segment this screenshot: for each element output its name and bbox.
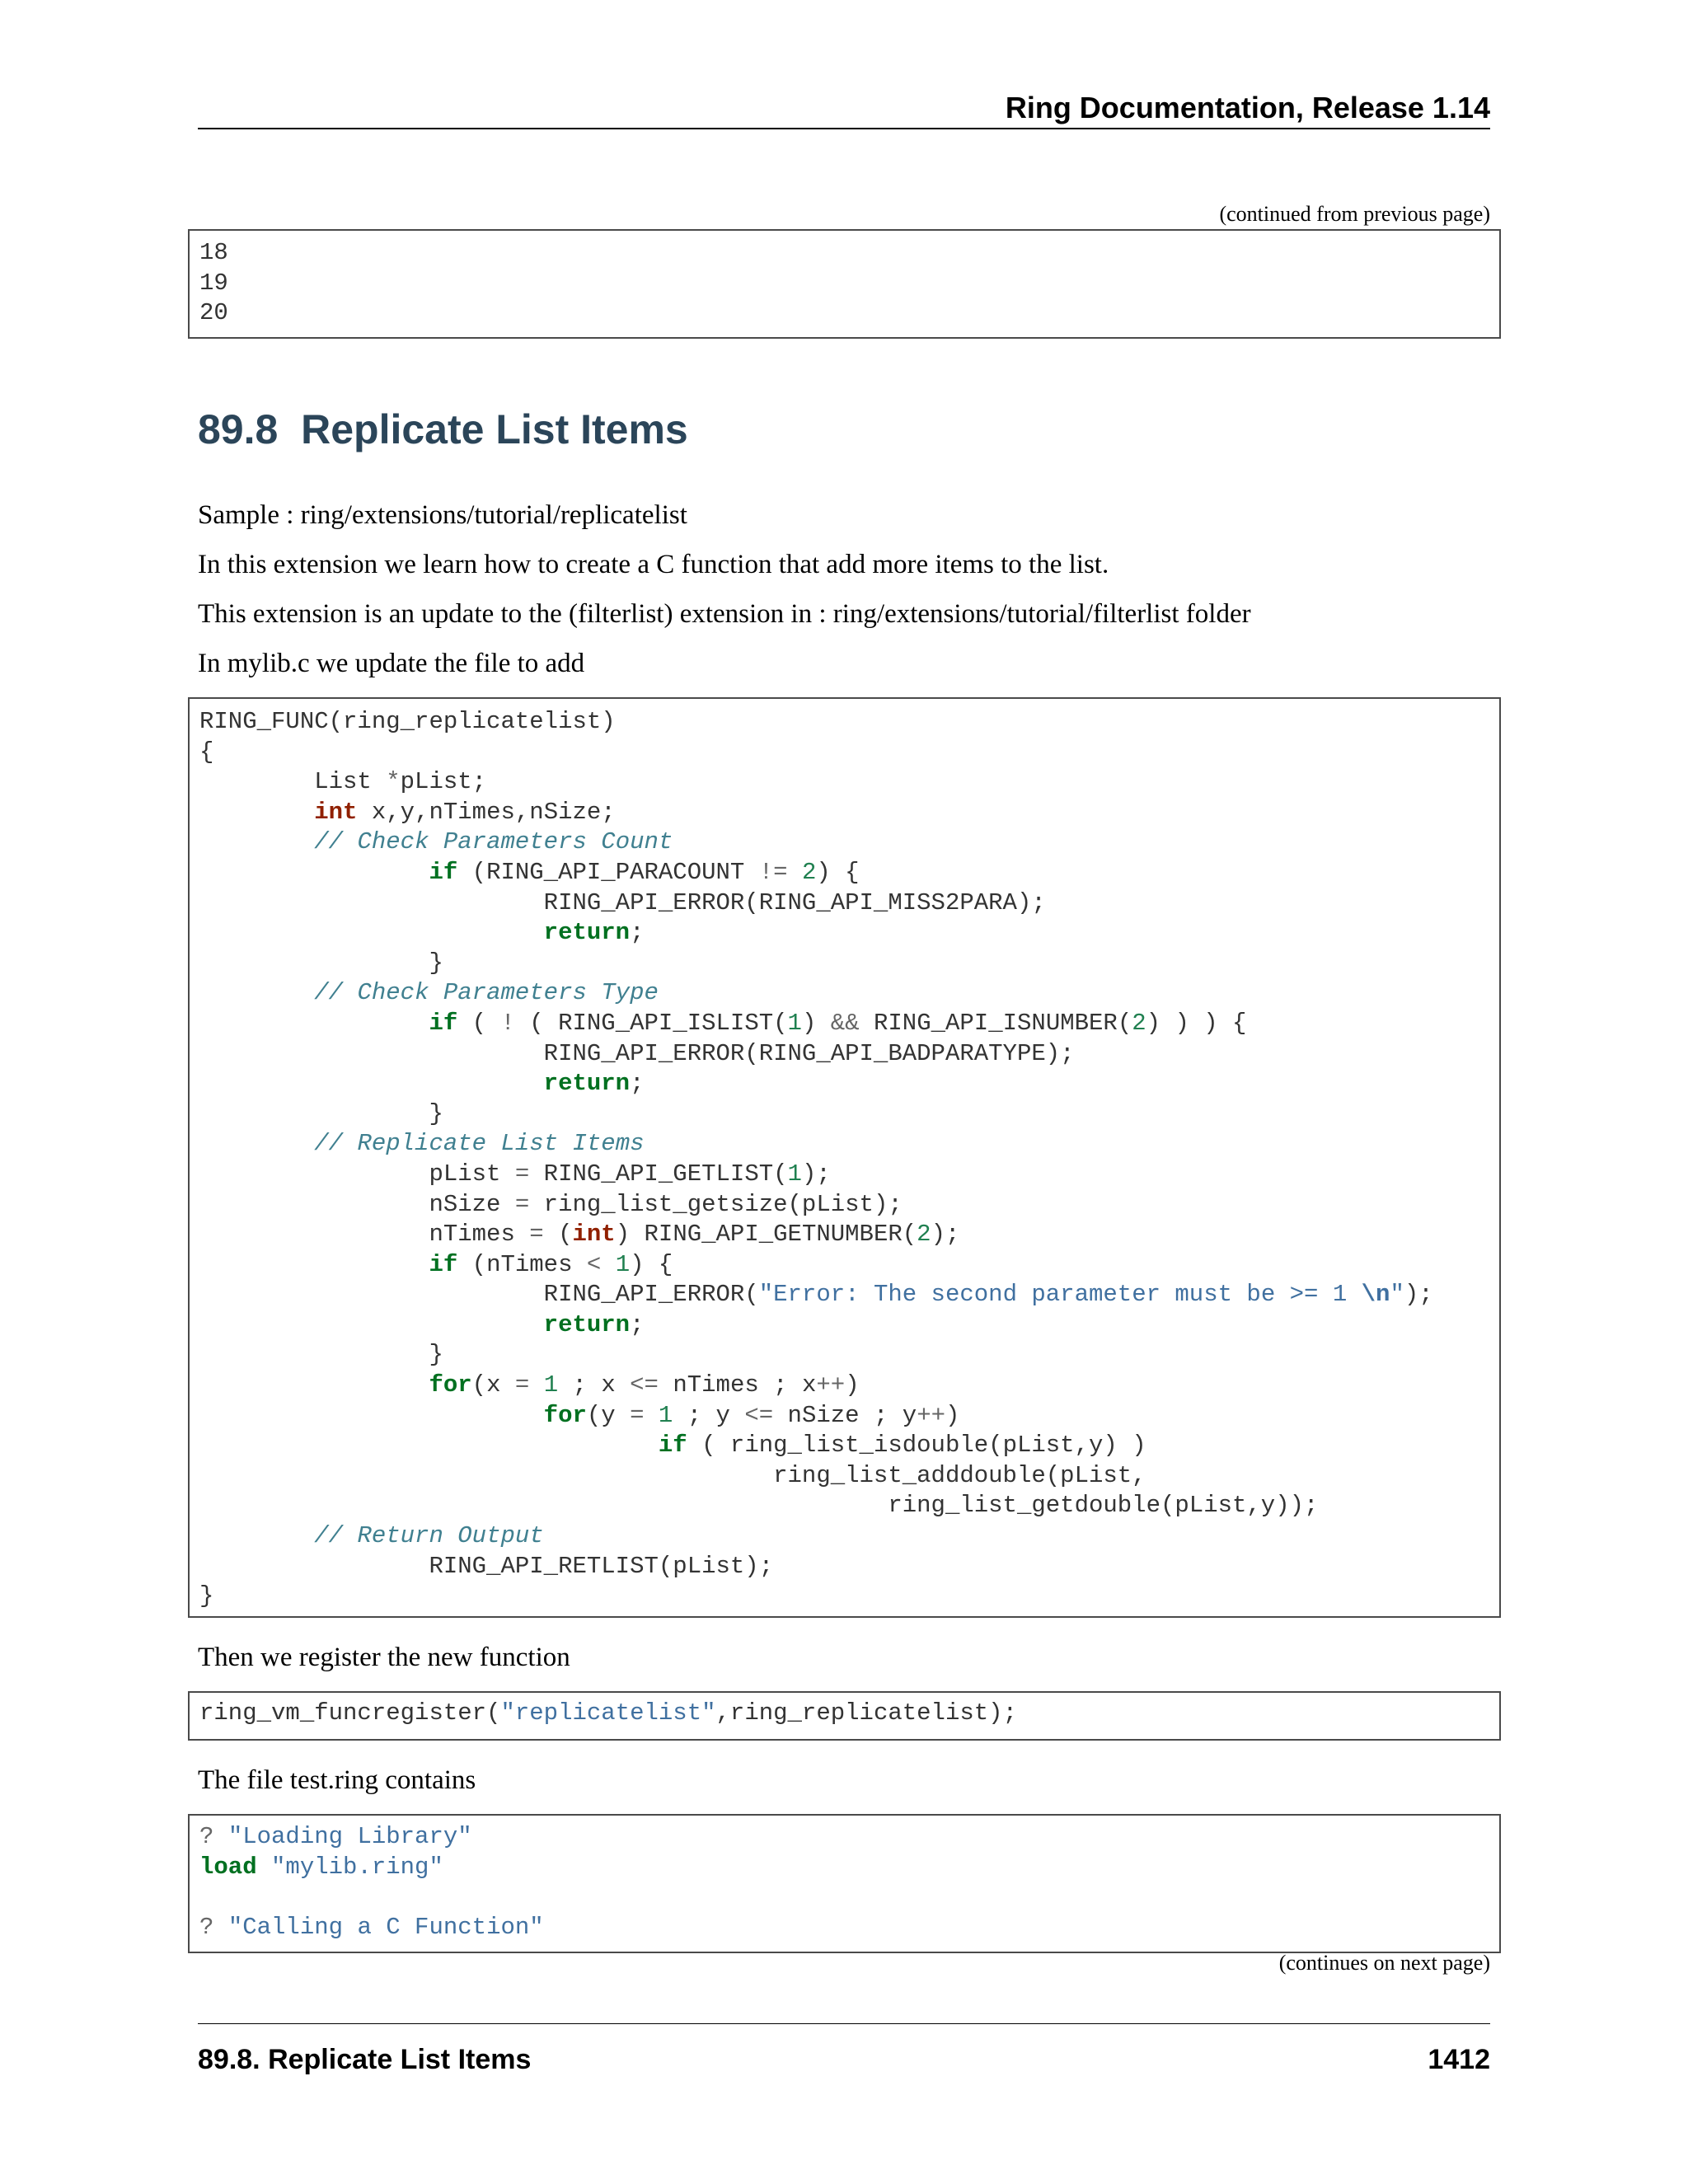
- code-line: [199, 1070, 645, 1097]
- code-operator: <=: [744, 1401, 774, 1429]
- code-text: nSize: [199, 1190, 515, 1218]
- code-line: [199, 1010, 1246, 1037]
- code-line: [199, 1522, 544, 1549]
- code-keyword: for: [429, 1371, 472, 1399]
- header-rule: [198, 128, 1490, 129]
- code-text: ; y: [673, 1401, 745, 1429]
- code-block-mylib: [188, 697, 1501, 1618]
- code-text: [199, 1883, 213, 1910]
- code-number: 1: [787, 1009, 802, 1037]
- code-text: (nTimes: [457, 1250, 587, 1278]
- code-text: [199, 1402, 544, 1429]
- code-text: [199, 1130, 314, 1157]
- footer-rule: [198, 2023, 1490, 2024]
- code-text: ring_vm_funcregister(: [199, 1699, 501, 1727]
- code-text: [199, 1522, 314, 1549]
- code-line: [199, 1191, 903, 1218]
- code-text: [645, 1402, 659, 1429]
- code-line: [199, 919, 645, 946]
- code-text: RING_API_ISNUMBER(: [859, 1009, 1132, 1037]
- code-line: [199, 1883, 213, 1910]
- code-text: [529, 1371, 543, 1399]
- code-line: [199, 768, 486, 795]
- code-text: ;: [630, 1070, 645, 1098]
- code-string: "Loading Library": [227, 1823, 472, 1850]
- code-text: [199, 828, 314, 855]
- code-type: int: [314, 798, 358, 826]
- code-line: [199, 1823, 472, 1850]
- code-text: }: [199, 1099, 443, 1127]
- code-line: [199, 1371, 860, 1399]
- code-line: [199, 1311, 645, 1338]
- code-operator: !=: [758, 858, 788, 886]
- code-operator: =: [514, 1190, 530, 1218]
- code-text: (RING_API_PARACOUNT: [457, 858, 759, 886]
- code-operator: <: [586, 1250, 602, 1278]
- code-operator: ++: [917, 1401, 945, 1429]
- code-operator: !: [500, 1009, 515, 1037]
- code-keyword: if: [429, 1250, 458, 1278]
- section-title: Replicate List Items: [301, 406, 688, 452]
- code-text: ;: [630, 919, 645, 947]
- footer-page-number: 1412: [1428, 2044, 1490, 2075]
- testfile-paragraph: The file test.ring contains: [198, 1765, 476, 1795]
- code-text: (: [543, 1221, 573, 1249]
- continues-on-note: (continues on next page): [1278, 1951, 1490, 1975]
- code-line: [199, 708, 616, 735]
- code-line: [199, 1160, 831, 1188]
- code-line: [199, 889, 1046, 916]
- code-number: 1: [615, 1250, 631, 1278]
- continued-from-note: (continued from previous page): [1219, 202, 1490, 226]
- code-text: (y: [586, 1401, 631, 1429]
- code-line: [199, 1492, 1318, 1519]
- code-keyword: for: [543, 1401, 587, 1429]
- code-comment: // Replicate List Items: [314, 1130, 645, 1158]
- code-number: 1: [658, 1401, 673, 1429]
- code-text: {: [199, 738, 214, 766]
- code-line: [199, 1553, 773, 1580]
- code-text: );: [931, 1221, 960, 1249]
- code-text: nTimes: [199, 1221, 530, 1249]
- code-text: [213, 1914, 227, 1941]
- code-comment: // Return Output: [314, 1522, 544, 1550]
- code-text: (: [457, 1009, 501, 1037]
- code-text: (x: [471, 1371, 515, 1399]
- code-number: 1: [787, 1160, 802, 1188]
- code-line: [199, 738, 213, 766]
- code-line: [199, 828, 673, 855]
- code-text: ;: [630, 1310, 645, 1338]
- code-number: 2: [801, 858, 817, 886]
- code-keyword: if: [658, 1432, 687, 1460]
- code-text: );: [1404, 1281, 1433, 1309]
- code-line: [199, 1914, 544, 1941]
- header-title: Ring Documentation, Release 1.14: [1005, 91, 1490, 124]
- code-text: ring_list_getsize(pList);: [529, 1190, 903, 1218]
- code-text: }: [199, 1582, 214, 1610]
- section-heading: [198, 405, 688, 453]
- code-text: [199, 799, 314, 826]
- code-line: [199, 1854, 443, 1881]
- code-text: [213, 1823, 227, 1850]
- code-line: [199, 1130, 645, 1157]
- code-text: RING_API_ERROR(RING_API_BADPARATYPE);: [199, 1039, 1075, 1067]
- code-line: [199, 1699, 1017, 1727]
- code-line: [199, 1221, 959, 1248]
- code-keyword: return: [543, 1310, 631, 1338]
- code-text: RING_API_RETLIST(pList);: [199, 1552, 774, 1580]
- code-text: ) ) ) {: [1146, 1009, 1247, 1037]
- code-text: [199, 1371, 429, 1399]
- code-line: [199, 1341, 443, 1368]
- code-listing-test: [190, 1816, 1499, 1951]
- code-text: [257, 1854, 271, 1881]
- code-text: [199, 859, 429, 886]
- code-line: [199, 1462, 1146, 1489]
- code-text: [199, 1010, 429, 1037]
- code-operator: =: [514, 1371, 530, 1399]
- code-text: [199, 979, 314, 1006]
- code-text: [199, 1311, 544, 1338]
- code-text: ): [801, 1009, 831, 1037]
- code-text: [199, 919, 544, 946]
- code-operator: ++: [816, 1371, 846, 1399]
- code-operator: *: [386, 768, 401, 796]
- code-escape: \n: [1361, 1281, 1390, 1309]
- code-operator: =: [630, 1401, 645, 1429]
- code-text: [788, 859, 802, 886]
- code-text: nTimes ; x: [658, 1371, 817, 1399]
- code-number: 2: [917, 1221, 931, 1249]
- code-line: 20: [199, 299, 228, 327]
- code-string: "replicatelist": [500, 1699, 716, 1727]
- code-text: ) {: [630, 1250, 673, 1278]
- code-text: RING_API_ERROR(RING_API_MISS2PARA);: [199, 888, 1046, 916]
- code-line: [199, 859, 860, 886]
- code-operator: ?: [199, 1823, 214, 1850]
- code-line: [199, 949, 443, 977]
- code-text: pList: [199, 1160, 515, 1188]
- code-number: 2: [1132, 1009, 1146, 1037]
- mylib-paragraph: In mylib.c we update the file to add: [198, 649, 585, 678]
- code-operator: &&: [830, 1009, 860, 1037]
- code-text: ring_list_adddouble(pList,: [199, 1461, 1146, 1489]
- code-text: RING_API_ERROR(: [199, 1281, 759, 1309]
- code-keyword: return: [543, 1070, 631, 1098]
- code-line: [199, 1432, 1146, 1459]
- code-block-test: [188, 1814, 1501, 1953]
- code-line: [199, 799, 616, 826]
- code-line: 18: [199, 239, 228, 266]
- code-comment: // Check Parameters Count: [314, 828, 673, 856]
- code-text: List: [199, 768, 387, 796]
- code-keyword: if: [429, 1009, 458, 1037]
- code-keyword: load: [199, 1853, 257, 1881]
- code-line: [199, 979, 659, 1006]
- code-line: [199, 1251, 673, 1278]
- code-block-register: [188, 1691, 1501, 1741]
- code-operator: <=: [630, 1371, 659, 1399]
- code-operator: =: [529, 1221, 544, 1249]
- code-text: nSize ; y: [773, 1401, 917, 1429]
- intro-paragraph: In this extension we learn how to create a C function that add more items to the list.: [198, 550, 1109, 579]
- code-line: [199, 1281, 1433, 1308]
- code-text: [199, 1251, 429, 1278]
- code-text: ( ring_list_isdouble(pList,y) ): [687, 1432, 1146, 1460]
- code-text: ): [945, 1401, 960, 1429]
- code-line: [199, 1040, 1075, 1067]
- code-line: [199, 1402, 959, 1429]
- code-text: x,y,nTimes,nSize;: [357, 798, 616, 826]
- code-operator: =: [514, 1160, 530, 1188]
- code-text: );: [801, 1160, 831, 1188]
- code-text: ,ring_replicatelist);: [715, 1699, 1017, 1727]
- update-paragraph: This extension is an update to the (filterlist) extension in : ring/extensions/tutorial/filterlist folder: [198, 599, 1251, 629]
- code-comment: // Check Parameters Type: [314, 979, 659, 1007]
- code-number: 1: [543, 1371, 559, 1399]
- code-keyword: if: [429, 858, 458, 886]
- code-text: ring_list_getdouble(pList,y));: [199, 1492, 1319, 1520]
- code-text: }: [199, 949, 443, 977]
- code-type: int: [572, 1221, 616, 1249]
- code-listing-mylib: [190, 699, 1499, 1620]
- code-operator: ?: [199, 1913, 214, 1941]
- code-text: ; x: [558, 1371, 631, 1399]
- footer-section-title: 89.8. Replicate List Items: [198, 2044, 532, 2075]
- code-string: "Error: The second parameter must be >= 1: [758, 1281, 1362, 1309]
- code-listing-register: [190, 1693, 1499, 1737]
- code-text: ) RING_API_GETNUMBER(: [615, 1221, 917, 1249]
- code-string: "mylib.ring": [271, 1853, 443, 1881]
- code-text: [199, 1070, 544, 1097]
- code-text: [601, 1251, 615, 1278]
- code-block-top: [188, 229, 1501, 339]
- code-text: ( RING_API_ISLIST(: [514, 1009, 788, 1037]
- code-line: [199, 1100, 443, 1127]
- code-string: ": [1390, 1281, 1404, 1309]
- code-keyword: return: [543, 919, 631, 947]
- code-text: ) {: [816, 858, 860, 886]
- code-text: }: [199, 1341, 443, 1369]
- code-text: RING_API_GETLIST(: [529, 1160, 788, 1188]
- register-paragraph: Then we register the new function: [198, 1643, 570, 1672]
- code-text: [199, 1432, 659, 1459]
- code-text: ): [845, 1371, 860, 1399]
- code-text: RING_FUNC(ring_replicatelist): [199, 708, 616, 735]
- code-text: pList;: [400, 768, 487, 796]
- code-string: "Calling a C Function": [227, 1913, 544, 1941]
- code-line: [199, 1582, 213, 1610]
- code-line: 19: [199, 269, 228, 297]
- section-number: 89.8: [198, 406, 279, 452]
- code-listing-top: [190, 231, 1499, 337]
- sample-path-paragraph: Sample : ring/extensions/tutorial/replicatelist: [198, 500, 687, 530]
